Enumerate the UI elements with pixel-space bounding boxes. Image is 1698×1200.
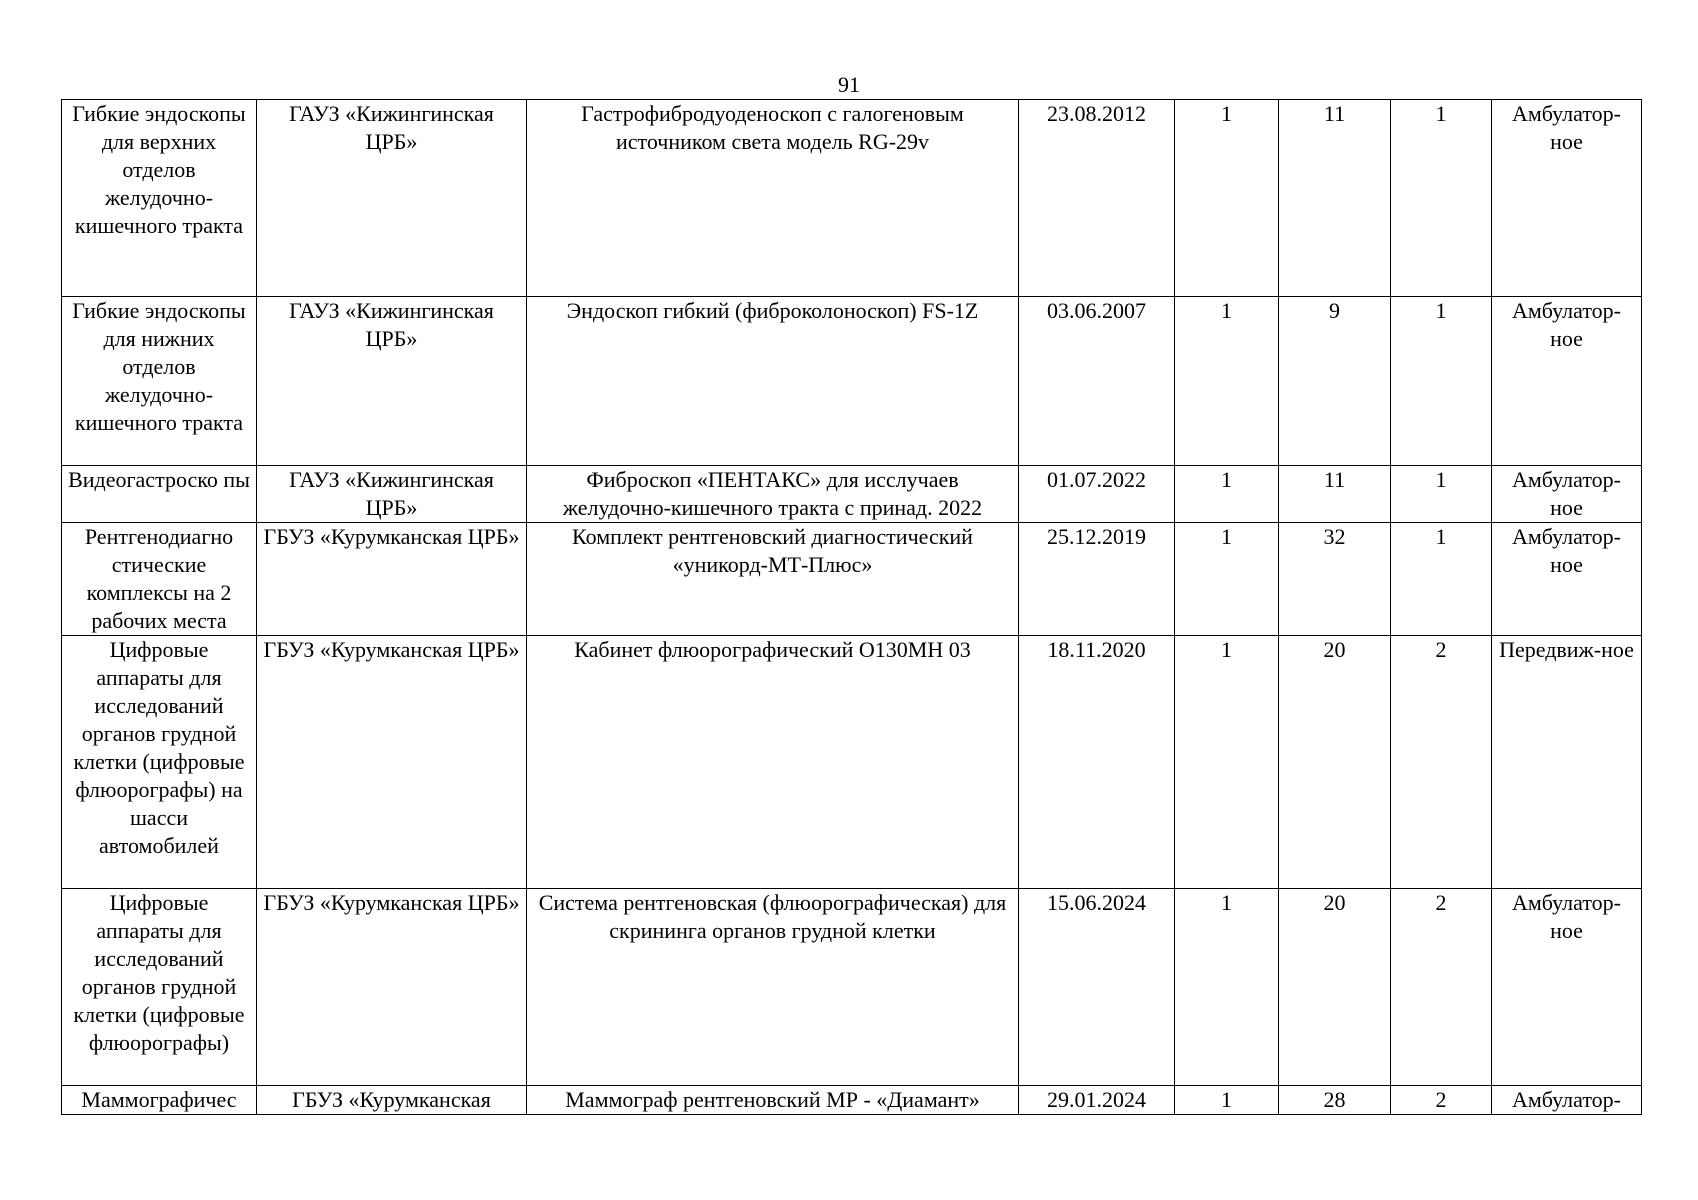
level-cell: 1 — [1391, 297, 1492, 466]
type-cell: Передвиж-ное — [1492, 636, 1642, 889]
equipment-cell: Маммограф рентгеновский МР - «Диамант» — [527, 1086, 1019, 1115]
quantity-cell: 1 — [1175, 523, 1279, 636]
level-cell: 1 — [1391, 523, 1492, 636]
years-cell: 28 — [1279, 1086, 1391, 1115]
level-cell: 1 — [1391, 466, 1492, 523]
quantity-cell: 1 — [1175, 636, 1279, 889]
category-cell: Маммографичес — [62, 1086, 257, 1115]
type-cell: Амбулатор-ное — [1492, 889, 1642, 1086]
years-cell: 9 — [1279, 297, 1391, 466]
years-cell: 11 — [1279, 100, 1391, 297]
category-cell: Цифровые аппараты для исследований органов грудной клетки (цифровые флюорографы) — [62, 889, 257, 1086]
level-cell: 2 — [1391, 636, 1492, 889]
table-row — [62, 889, 1642, 1086]
equipment-cell: Система рентгеновская (флюорографическая) для скрининга органов грудной клетки — [527, 889, 1019, 1086]
table-row — [62, 466, 1642, 523]
equipment-cell: Комплект рентгеновский диагностический «уникорд-МТ-Плюс» — [527, 523, 1019, 636]
category-cell: Гибкие эндоскопы для верхних отделов желудочно-кишечного тракта — [62, 100, 257, 297]
table-row — [62, 636, 1642, 889]
category-cell: Гибкие эндоскопы для нижних отделов желудочно-кишечного тракта — [62, 297, 257, 466]
category-cell: Видеогастроско пы — [62, 466, 257, 523]
years-cell: 20 — [1279, 889, 1391, 1086]
type-cell: Амбулатор- — [1492, 1086, 1642, 1115]
type-cell: Амбулатор-ное — [1492, 466, 1642, 523]
equipment-cell: Гастрофибродуоденоскоп с галогеновым источником света модель RG-29v — [527, 100, 1019, 297]
quantity-cell: 1 — [1175, 889, 1279, 1086]
quantity-cell: 1 — [1175, 1086, 1279, 1115]
date-cell: 18.11.2020 — [1019, 636, 1175, 889]
years-cell: 11 — [1279, 466, 1391, 523]
page-number: 91 — [838, 72, 860, 97]
equipment-cell: Кабинет флюорографический О130МН 03 — [527, 636, 1019, 889]
equipment-cell: Эндоскоп гибкий (фиброколоноскоп) FS-1Z — [527, 297, 1019, 466]
level-cell: 1 — [1391, 100, 1492, 297]
equipment-cell: Фиброскоп «ПЕНТАКС» для исслучаев желудочно-кишечного тракта с принад. 2022 — [527, 466, 1019, 523]
level-cell: 2 — [1391, 889, 1492, 1086]
organization-cell: ГАУЗ «Кижингинская ЦРБ» — [257, 100, 527, 297]
years-cell: 32 — [1279, 523, 1391, 636]
type-cell: Амбулатор-ное — [1492, 297, 1642, 466]
quantity-cell: 1 — [1175, 297, 1279, 466]
date-cell: 23.08.2012 — [1019, 100, 1175, 297]
organization-cell: ГАУЗ «Кижингинская ЦРБ» — [257, 466, 527, 523]
organization-cell: ГБУЗ «Курумканская ЦРБ» — [257, 636, 527, 889]
quantity-cell: 1 — [1175, 466, 1279, 523]
date-cell: 15.06.2024 — [1019, 889, 1175, 1086]
organization-cell: ГБУЗ «Курумканская ЦРБ» — [257, 889, 527, 1086]
type-cell: Амбулатор-ное — [1492, 100, 1642, 297]
category-cell: Цифровые аппараты для исследований органов грудной клетки (цифровые флюорографы) на шасси автомобилей — [62, 636, 257, 889]
organization-cell: ГАУЗ «Кижингинская ЦРБ» — [257, 297, 527, 466]
date-cell: 03.06.2007 — [1019, 297, 1175, 466]
date-cell: 01.07.2022 — [1019, 466, 1175, 523]
table-row — [62, 297, 1642, 466]
type-cell: Амбулатор-ное — [1492, 523, 1642, 636]
table-row — [62, 1086, 1642, 1115]
level-cell: 2 — [1391, 1086, 1492, 1115]
organization-cell: ГБУЗ «Курумканская ЦРБ» — [257, 523, 527, 636]
date-cell: 29.01.2024 — [1019, 1086, 1175, 1115]
equipment-table — [61, 99, 1642, 1115]
years-cell: 20 — [1279, 636, 1391, 889]
date-cell: 25.12.2019 — [1019, 523, 1175, 636]
quantity-cell: 1 — [1175, 100, 1279, 297]
table-row — [62, 100, 1642, 297]
category-cell: Рентгенодиагно стические комплексы на 2 рабочих места — [62, 523, 257, 636]
organization-cell: ГБУЗ «Курумканская — [257, 1086, 527, 1115]
table-row — [62, 523, 1642, 636]
